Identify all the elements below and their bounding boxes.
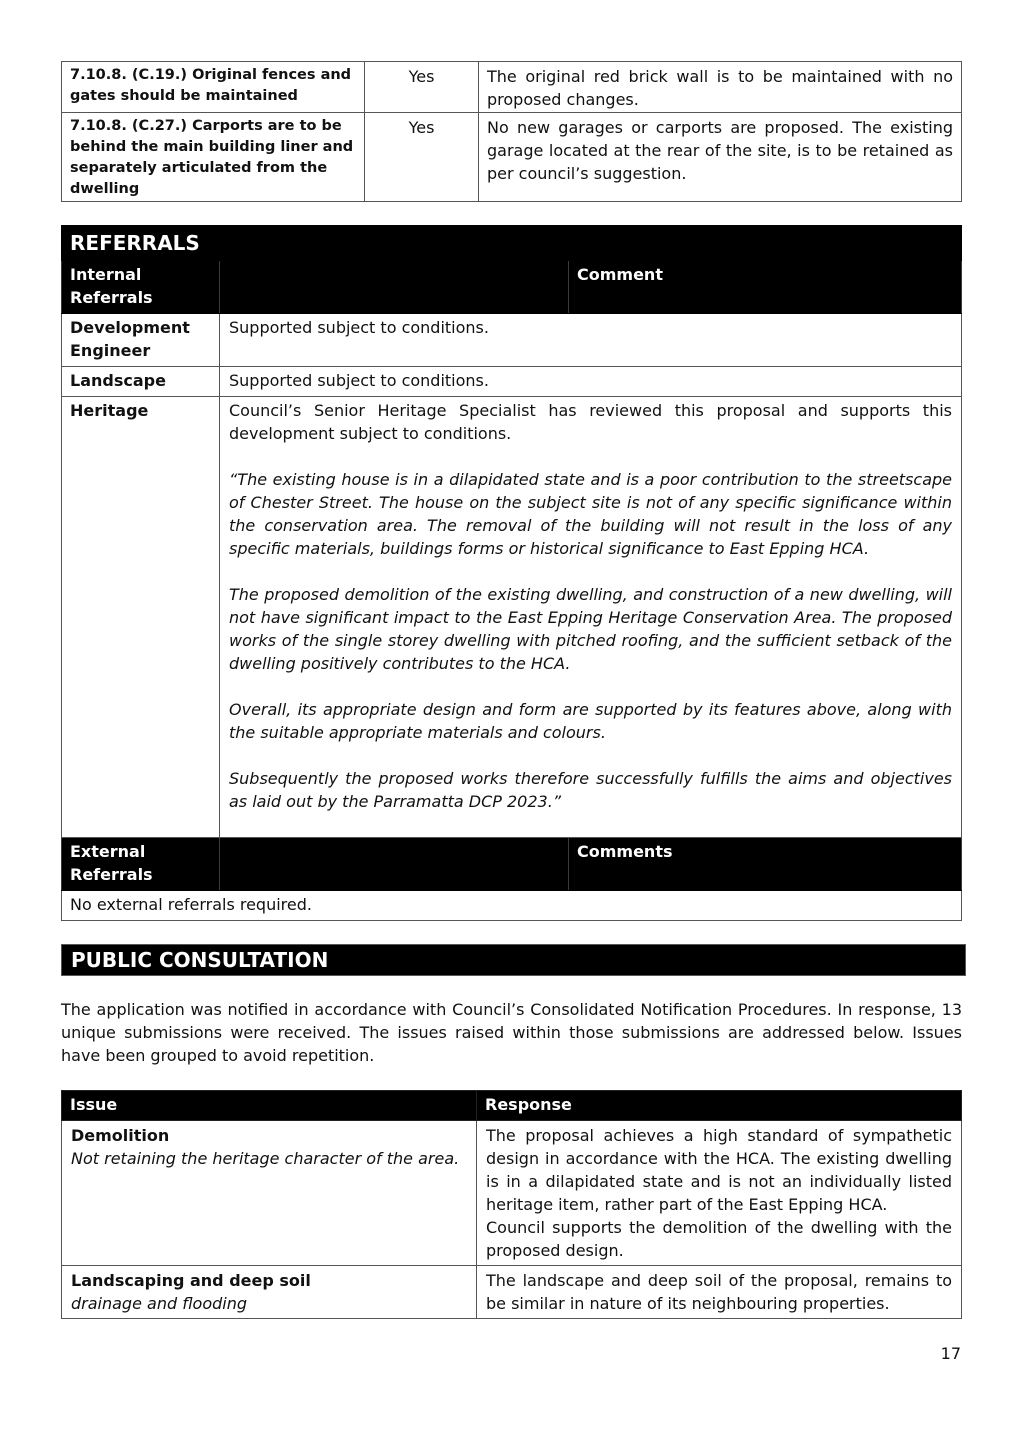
- response-cell: [477, 1266, 962, 1319]
- issue-title: Demolition: [71, 1126, 170, 1145]
- submissions-table: [61, 1090, 962, 1319]
- header-spacer: [220, 261, 569, 314]
- table-row: [62, 397, 962, 838]
- heritage-quote-paragraph: “The existing house is in a dilapidated state and is a poor contribution to the streetscape of Chester Street. The house on the subject site is not of any specific significance within the conservation area. The removal of the building will not result in the loss of any specific materials, buildings forms or historical significance to East Epping HCA.: [229, 470, 952, 558]
- referral-label: Development Engineer: [62, 314, 220, 367]
- external-comments-label: Comments: [569, 838, 962, 891]
- table-row: [62, 113, 962, 202]
- internal-comment-label: Comment: [569, 261, 962, 314]
- issue-detail: drainage and flooding: [71, 1294, 248, 1313]
- submissions-header: [62, 1091, 962, 1121]
- response-text: The proposal achieves a high standard of sympathetic design in accordance with the HCA. The existing dwelling is in a dilapidated state and is not an individually listed heritage item, rather part of the East Epping HCA.: [486, 1126, 952, 1214]
- referral-comment: Supported subject to conditions.: [220, 367, 962, 397]
- response-cell: [477, 1121, 962, 1266]
- table-row: [62, 62, 962, 113]
- referral-label: Heritage: [62, 397, 220, 838]
- control-cell: 7.10.8. (C.27.) Carports are to be behind the main building liner and separately articulated from the dwelling: [62, 113, 365, 202]
- heritage-quote-paragraph: Subsequently the proposed works therefore successfully fulfills the aims and objectives as laid out by the Parramatta DCP 2023.”: [229, 769, 952, 811]
- table-row: [62, 1121, 962, 1266]
- issue-detail: Not retaining the heritage character of the area.: [71, 1149, 460, 1168]
- referrals-title-row: [62, 226, 962, 261]
- comment-cell: No new garages or carports are proposed. The existing garage located at the rear of the site, is to be retained as per council’s suggestion.: [479, 113, 962, 202]
- public-consultation-intro: The application was notified in accordance with Council’s Consolidated Notification Procedures. In response, 13 unique submissions were received. The issues raised within those submissions are addressed below. Issues have been grouped to avoid repetition.: [61, 1000, 962, 1065]
- issue-cell: [62, 1121, 477, 1266]
- page-number: 17: [940, 1344, 961, 1363]
- heritage-quote-paragraph: The proposed demolition of the existing dwelling, and construction of a new dwelling, will not have significant impact to the East Epping Heritage Conservation Area. The proposed works of the single storey dwelling with pitched roofing, and the sufficient setback of the dwelling positively contributes to the HCA.: [229, 585, 952, 673]
- external-referrals-text: No external referrals required.: [62, 891, 962, 921]
- issue-header: Issue: [62, 1091, 477, 1121]
- external-referrals-header: [62, 838, 962, 891]
- issue-title: Landscaping and deep soil: [71, 1271, 311, 1290]
- heritage-intro: Council’s Senior Heritage Specialist has reviewed this proposal and supports this development subject to conditions.: [229, 401, 952, 443]
- table-row: [62, 314, 962, 367]
- heritage-comment: [220, 397, 962, 838]
- referral-label: Landscape: [62, 367, 220, 397]
- complies-cell: Yes: [365, 62, 479, 113]
- complies-cell: Yes: [365, 113, 479, 202]
- table-row: [62, 367, 962, 397]
- internal-referrals-label: Internal Referrals: [62, 261, 220, 314]
- issue-cell: [62, 1266, 477, 1319]
- response-text: Council supports the demolition of the dwelling with the proposed design.: [486, 1218, 952, 1260]
- control-cell: 7.10.8. (C.19.) Original fences and gates should be maintained: [62, 62, 365, 113]
- document-page: [61, 61, 962, 1319]
- response-text: The landscape and deep soil of the proposal, remains to be similar in nature of its neighbouring properties.: [486, 1271, 952, 1313]
- public-consultation-heading: PUBLIC CONSULTATION: [61, 944, 966, 976]
- referrals-table: [61, 225, 962, 921]
- referrals-title: REFERRALS: [62, 226, 962, 261]
- table-row: [62, 1266, 962, 1319]
- external-referrals-label: External Referrals: [62, 838, 220, 891]
- comment-cell: The original red brick wall is to be maintained with no proposed changes.: [479, 62, 962, 113]
- internal-referrals-header: [62, 261, 962, 314]
- heritage-quote-paragraph: Overall, its appropriate design and form are supported by its features above, along with the suitable appropriate materials and colours.: [229, 700, 952, 742]
- header-spacer: [220, 838, 569, 891]
- compliance-table: [61, 61, 962, 202]
- table-row: [62, 891, 962, 921]
- response-header: Response: [477, 1091, 962, 1121]
- referral-comment: Supported subject to conditions.: [220, 314, 962, 367]
